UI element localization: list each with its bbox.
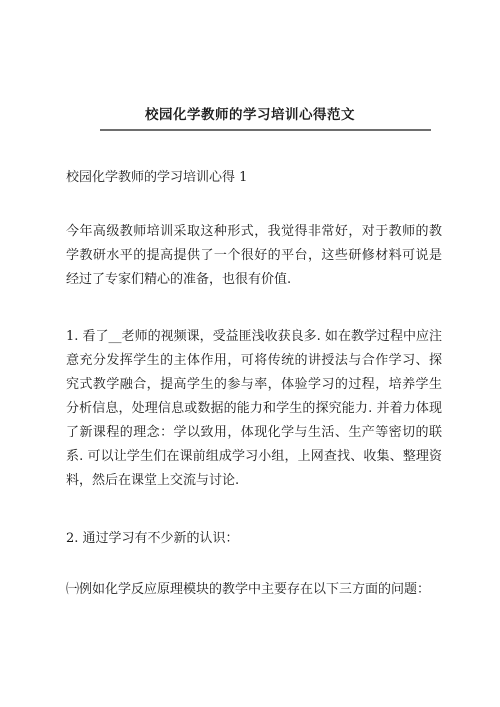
point-two-paragraph: 2. 通过学习有不少新的认识：	[66, 531, 239, 546]
document-body	[66, 166, 442, 632]
section-heading: 校园化学教师的学习培训心得 1	[66, 170, 248, 185]
document-title: 校园化学教师的学习培训心得范文	[145, 107, 355, 123]
title-underline-divider	[100, 129, 431, 131]
point-one-paragraph: 1. 看了__老师的视频课，受益匪浅收获良多. 如在教学过程中应注意充分发挥学生的主体作用，可将传统的讲授法与合作学习、探究式教学融合，提高学生的参与率，体验学习的过程，培养学生分析信息，处理信息或数据的能力和学生的探究能力. 并着力体现了新课程的理念：学以致用，体现化学与生活、生产等密切的联系. 可以让学生们在课前组成学习小组，上网查找、收集、整理资料，然后在课堂上交流与讨论.	[66, 329, 442, 488]
sub-point-paragraph: ㈠例如化学反应原理模块的教学中主要存在以下三方面的问题：	[66, 582, 431, 597]
intro-paragraph: 今年高级教师培训采取这种形式，我觉得非常好，对于教师的教学教研水平的提高提供了一个很好的平台，这些研修材料可说是经过了专家们精心的准备，也很有价值.	[66, 224, 442, 287]
